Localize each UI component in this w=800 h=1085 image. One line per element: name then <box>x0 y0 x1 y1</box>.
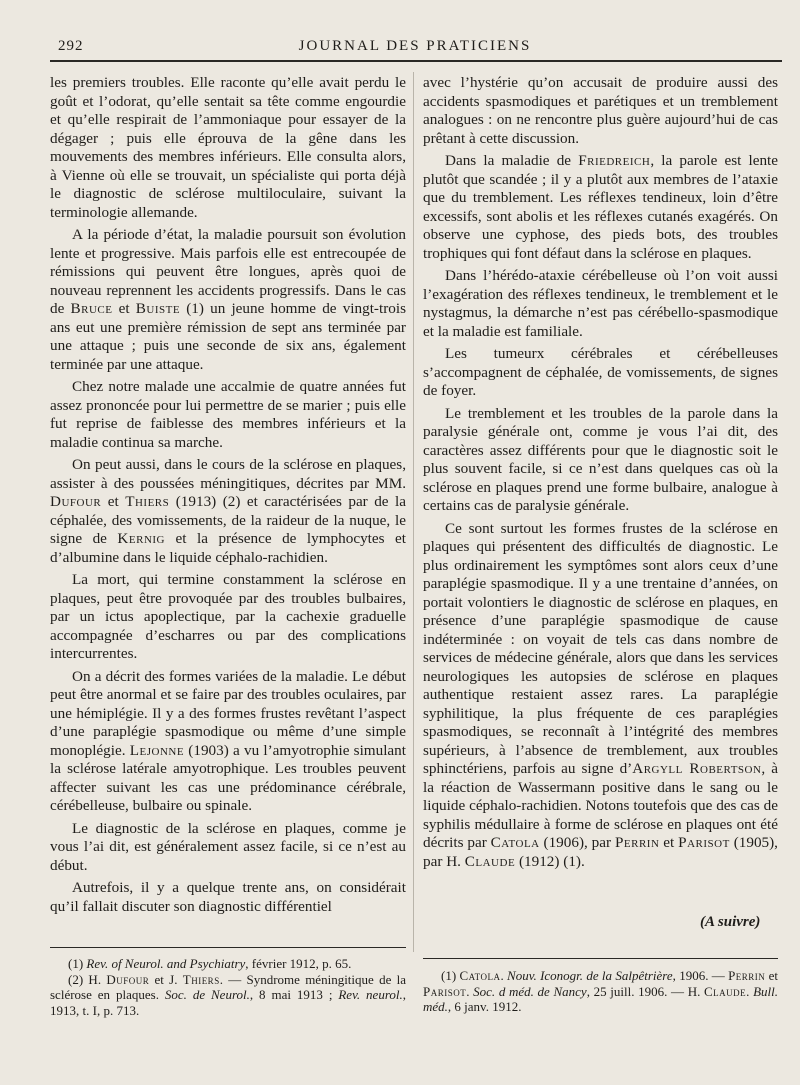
journal-ref: Rev. of Neurol. and Psychiatry <box>86 956 246 971</box>
paragraph <box>50 668 406 816</box>
footnote-rule-right <box>423 958 778 959</box>
text-run: , 1913, t. I, p. 713. <box>50 987 407 1018</box>
journal-ref: Soc. de Neurol. <box>164 987 250 1002</box>
text-run: (1906), par <box>539 834 615 851</box>
footnotes-left <box>50 956 406 1018</box>
text-run: (1903) a vu l’amyotrophie simulant la sclérose latérale amyotrophique. Les troubles peuvent affecter suivant les cas une prédominance cérébrale, cérébelleuse, bulbaire ou spinale. <box>50 741 406 814</box>
footnote-rule-left <box>50 947 406 948</box>
paragraph <box>423 152 778 263</box>
author-name: Lejonne <box>129 741 185 759</box>
author-name: Catola <box>459 968 501 983</box>
text-run: , 25 juill. 1906. — H. <box>586 983 704 999</box>
journal-ref: Nouv. Iconogr. de la Salpêtrière <box>507 968 673 983</box>
paragraph: Le tremblement et les troubles de la parole dans la paralysie générale ont, comme je vous l’ai dit, des caractères assez différents pour que le diagnostic soit le plus souvent facile, si ce n’est dans quelques cas où la sclérose en plaques prend une forme bulbaire, analogue à certains cas de paralysie générale. <box>423 404 778 514</box>
text-run: (2) H. <box>68 971 107 987</box>
paragraph: Le diagnostic de la sclérose en plaques, comme je vous l’ai dit, est généralement assez facile, si ce n’est au début. <box>50 819 406 874</box>
author-name: Parisot <box>678 834 730 851</box>
paragraph: les premiers troubles. Elle raconte qu’elle avait perdu le goût et l’odorat, qu’elle sentait sa tête comme engourdie et qu’elle respirait de l’ammoniaque pour essayer de la dégager ; puis elle éprouva de la gêne dans les mouvements des membres inférieurs. Elle consulta alors, à Vienne où elle se trouvait, un spécialiste qui porta déjà le diagnostic de sclérose multiloculaire, suivant la terminologie allemande. <box>50 74 406 221</box>
text-run: , la parole est lente plutôt que scandée ; il y a plutôt aux membres de l’ataxie que du tremblement. Les réflexes tendineux, loin d’être excessifs, sont abolis et les réflexes cutanés exagérés. On observe une cyphose, des pieds bots, des troubles trophiques qui font défaut dans la sclérose en plaques. <box>423 152 779 262</box>
text-run: On a décrit des formes variées de la maladie. Le début peut être anormal et se faire par des troubles oculaires, par une hémiplégie. Il y a des formes frustes revêtant l’aspect d’une paraplégie spasmodique ou même d’une simple monoplégie. <box>50 667 406 759</box>
paragraph <box>423 520 778 872</box>
author-name: Kernig <box>117 530 165 547</box>
journal-ref: Soc. d méd. de Nancy <box>473 983 587 999</box>
author-name: Claude <box>464 852 516 870</box>
text-run: Ce sont surtout les formes frustes de la sclérose en plaques qui présentent des difficultés de diagnostic. Le plus ordinairement les symptômes sont alors ceux d’une paraplégie spasmodique. Il y a une trentaine d’années, on portait volontiers le diagnostic de sclérose en plaques, en présence d’une paraplégie spasmodique de cause indéterminée : on voyait de tels cas dans nombre de services de médecine générale, alors que dans les services neurologiques les autopsies de sclérose en plaques authentique restaient assez rares. La paraplégie syphilitique, la plus fréquente de ces paraplégies spasmodiques, se reconnaît à l’intégrité des membres supérieurs, à l’absence de tremblement, aux troubles sphinctériens, parfois au signe d’ <box>423 519 778 777</box>
author-name: Dufour <box>50 493 102 510</box>
header-rule <box>50 60 782 62</box>
paragraph: Dans l’hérédo-ataxie cérébelleuse où l’on voit aussi l’exagération des réflexes tendineux, le tremblement et le nystagmus, la démarche n’est pas cérébello-spasmodique et la maladie est familiale. <box>423 267 778 340</box>
paragraph: La mort, qui termine constamment la sclérose en plaques, peut être provoquée par des troubles bulbaires, par un ictus apoplectique, par la cachexie graduelle accompagnée d’escharres ou par des complications intercurrentes. <box>50 571 406 662</box>
text-run: . <box>466 983 474 999</box>
text-run: , à la réaction de Wassermann positive dans le sang ou le liquide céphalo-rachidien. Notons toutefois que des cas de syphilis médullaire à forme de sclérose en plaques ont été décrits par <box>423 760 778 851</box>
text-run: (1905), par H. <box>423 834 778 870</box>
paragraph <box>50 456 406 567</box>
author-name: Thiers <box>125 493 170 510</box>
paragraph: Chez notre malade une accalmie de quatre années fut assez prononcée pour lui permettre de se marier ; puis elle fut reprise de faiblesse des membres inférieurs et la maladie continua sa marche. <box>50 378 406 451</box>
text-run: et <box>659 834 679 851</box>
paragraph: avec l’hystérie qu’on accusait de produire aussi des accidents spasmodiques et parétiques et un tremblement analogues : on ne rencontre plus guère aujourd’hui de cas prêtant à cette discussion. <box>423 74 778 147</box>
left-column <box>50 74 406 920</box>
footnote <box>50 956 406 972</box>
paragraph: Autrefois, il y a quelque trente ans, on considérait qu’il fallait discuter son diagnostic différentiel <box>50 879 406 915</box>
paragraph <box>50 226 406 374</box>
text-run: . — Syndrome méningitique de la sclérose en plaques. <box>50 971 406 1002</box>
footnote <box>423 968 778 1015</box>
journal-ref: Rev. neurol. <box>338 987 403 1002</box>
paragraph: Les tumeurx cérébrales et cérébelleuses s’accompagnent de céphalée, de vomissements, de signes de foyer. <box>423 345 778 399</box>
author-name: Friedreich <box>578 152 651 169</box>
to-be-continued: (A suivre) <box>700 914 761 930</box>
text-run: (1) <box>441 968 460 983</box>
page-number: 292 <box>58 38 84 54</box>
author-name: Parisot <box>423 983 467 999</box>
text-run: , février 1912, p. 65. <box>245 956 352 971</box>
author-name: Perrin <box>728 968 766 983</box>
footnote <box>50 972 406 1019</box>
author-name: Catola <box>490 834 540 851</box>
text-run: (1912) (1). <box>515 852 585 870</box>
page-header <box>48 38 782 58</box>
text-run: et J. <box>149 971 183 987</box>
author-name: Thiers <box>182 971 220 987</box>
author-name: Argyll Robertson <box>632 760 762 777</box>
text-run: . <box>500 968 508 983</box>
author-name: Perrin <box>614 834 660 851</box>
text-run: et la présence de lymphocytes et d’albumine dans le liquide céphalo-rachidien. <box>50 530 406 566</box>
author-name: Buiste <box>135 300 181 317</box>
column-divider <box>413 72 414 952</box>
text-run: (1) un jeune homme de vingt-trois ans eut une première rémission de sept ans terminée par une attaque ; puis une seconde de six ans, également terminée par une attaque. <box>50 300 406 373</box>
journal-title: JOURNAL DES PRATICIENS <box>298 38 532 54</box>
text-run: et <box>101 493 126 510</box>
text-run: et <box>112 300 136 317</box>
text-run: , 1906. — <box>672 968 729 983</box>
text-run: (1913) (2) et caractérisées par de la céphalée, des vomissements, de la raideur de la nuque, le signe de <box>50 493 406 547</box>
text-run: , 6 janv. 1912. <box>447 999 522 1014</box>
text-run: A la période d’état, la maladie poursuit son évolution lente et progressive. Mais parfois elle est entrecoupée de rémissions qui peuvent être longues, après quoi de nouveau reprennent les accidents progressifs. Dans le cas de <box>50 226 406 317</box>
author-name: Claude <box>704 983 747 999</box>
text-run: et <box>765 968 779 983</box>
footnotes-right <box>423 968 778 1015</box>
text-run: . <box>746 983 754 999</box>
author-name: Bruce <box>70 300 113 317</box>
text-run: (1) <box>68 956 87 971</box>
text-run: , 8 mai 1913 ; <box>249 987 339 1002</box>
author-name: Dufour <box>106 971 150 987</box>
journal-ref: Bull. méd. <box>423 983 779 1014</box>
text-run: On peut aussi, dans le cours de la sclérose en plaques, assister à des poussées méningitiques, décrites par MM. <box>50 456 406 492</box>
right-column <box>423 74 778 875</box>
text-run: Dans la maladie de <box>445 152 579 169</box>
